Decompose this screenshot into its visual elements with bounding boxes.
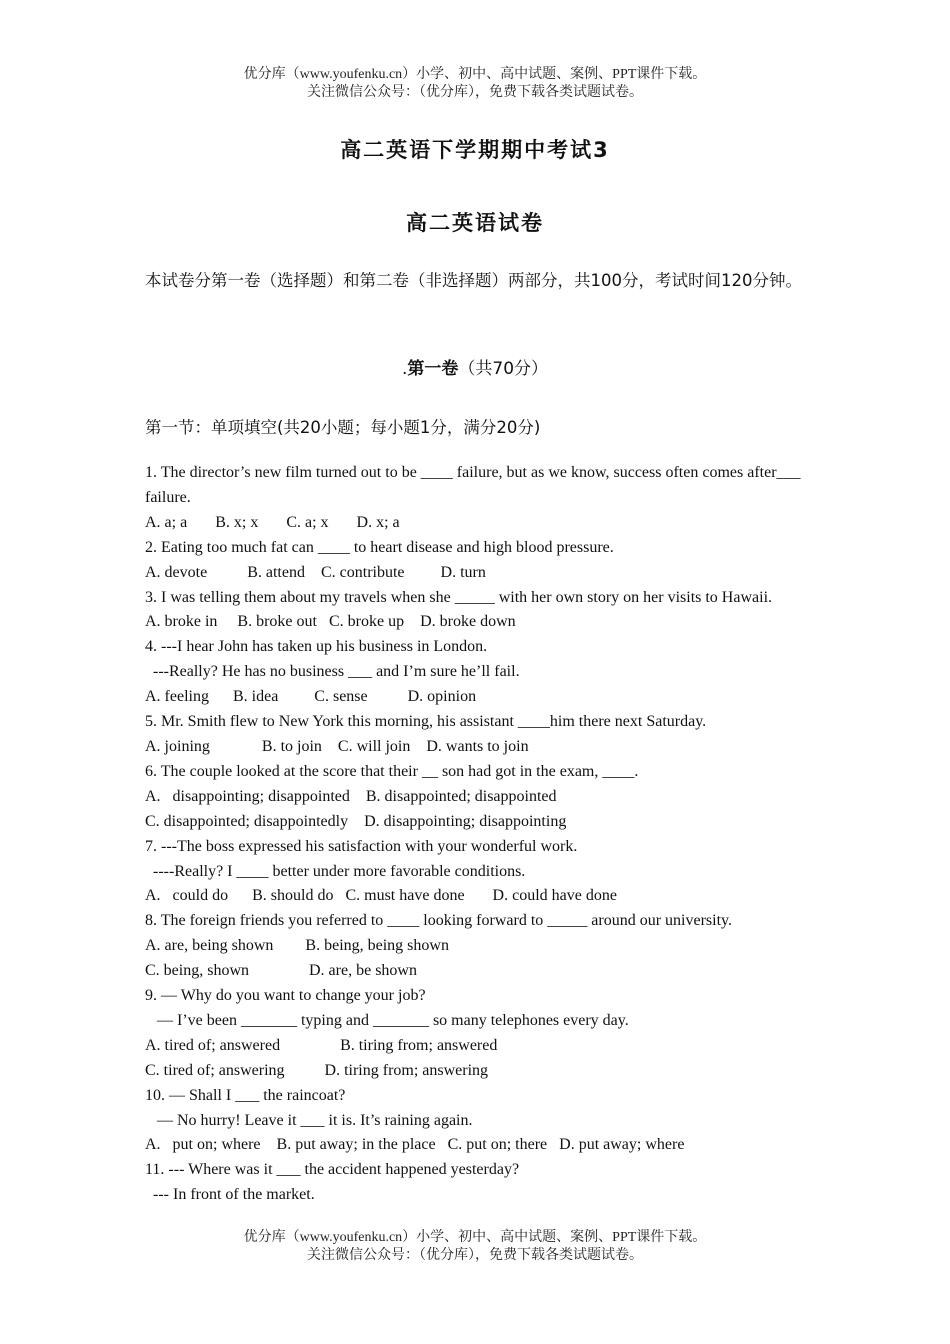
header-banner — [0, 66, 950, 102]
answer-options: A. are, being shown B. being, being shown — [145, 937, 449, 955]
footer-banner — [0, 1229, 950, 1265]
footer-line-1: 优分库（www.youfenku.cn）小学、初中、高中试题、案例、PPT课件下载。 — [243, 1230, 707, 1245]
question-text: 10. — Shall I ___ the raincoat? — [145, 1086, 346, 1104]
page-subtitle: 高二英语试卷 — [406, 211, 544, 235]
question-text: --- In front of the market. — [145, 1186, 315, 1204]
header-line-1: 优分库（www.youfenku.cn）小学、初中、高中试题、案例、PPT课件下载。 — [243, 67, 707, 82]
section-score: （共70分） — [458, 359, 549, 379]
part-heading: 第一节：单项填空(共20小题；每小题1分，满分20分) — [145, 418, 541, 437]
question-text: — No hurry! Leave it ___ it is. It’s raining again. — [145, 1111, 473, 1129]
question-text: 5. Mr. Smith flew to New York this morning, his assistant ____him there next Saturday. — [145, 713, 707, 731]
question-text: 6. The couple looked at the score that their __ son had got in the exam, ____. — [145, 762, 639, 780]
footer-line-2: 关注微信公众号：（优分库），免费下载各类试题试卷。 — [307, 1248, 643, 1263]
question-text: 3. I was telling them about my travels when she _____ with her own story on her visits to Hawaii. — [145, 588, 773, 606]
answer-options: A. devote B. attend C. contribute D. turn — [145, 563, 486, 581]
question-text: 2. Eating too much fat can ____ to heart disease and high blood pressure. — [145, 538, 614, 556]
page-title: 高二英语下学期期中考试3 — [340, 138, 610, 162]
answer-options: A. put on; where B. put away; in the place C. put on; there D. put away; where — [145, 1136, 685, 1154]
answer-options: C. disappointed; disappointedly D. disappointing; disappointing — [145, 812, 567, 830]
question-list — [145, 461, 810, 1208]
answer-options: C. tired of; answering D. tiring from; answering — [145, 1061, 489, 1079]
exam-instructions: 本试卷分第一卷（选择题）和第二卷（非选择题）两部分，共100分，考试时间120分钟。 — [145, 271, 802, 290]
answer-options: A. disappointing; disappointed B. disappointed; disappointed — [145, 787, 557, 805]
section-heading — [0, 354, 950, 379]
question-text: ---Really? He has no business ___ and I’m sure he’ll fail. — [145, 663, 520, 681]
answer-options: A. feeling B. idea C. sense D. opinion — [145, 688, 477, 706]
question-text: 4. ---I hear John has taken up his business in London. — [145, 638, 488, 656]
section-name: 第一卷 — [407, 359, 459, 379]
answer-options: A. broke in B. broke out C. broke up D. broke down — [145, 613, 516, 631]
section-prefix: . — [401, 359, 408, 379]
question-text: 8. The foreign friends you referred to ____ looking forward to _____ around our university. — [145, 912, 732, 930]
answer-options: C. being, shown D. are, be shown — [145, 962, 417, 980]
question-text: 1. The director’s new film turned out to be ____ failure, but as we know, success often comes after___ failure. — [145, 464, 805, 506]
question-text: 7. ---The boss expressed his satisfaction with your wonderful work. — [145, 837, 578, 855]
header-line-2: 关注微信公众号：（优分库），免费下载各类试题试卷。 — [307, 85, 643, 100]
question-text: 11. --- Where was it ___ the accident happened yesterday? — [145, 1161, 520, 1179]
question-text: 9. — Why do you want to change your job? — [145, 987, 426, 1005]
answer-options: A. joining B. to join C. will join D. wants to join — [145, 737, 529, 755]
answer-options: A. a; a B. x; x C. a; x D. x; a — [145, 513, 400, 531]
question-text: ----Really? I ____ better under more favorable conditions. — [145, 862, 526, 880]
answer-options: A. tired of; answered B. tiring from; answered — [145, 1036, 498, 1054]
answer-options: A. could do B. should do C. must have done D. could have done — [145, 887, 617, 905]
question-text: — I’ve been _______ typing and _______ so many telephones every day. — [145, 1011, 629, 1029]
